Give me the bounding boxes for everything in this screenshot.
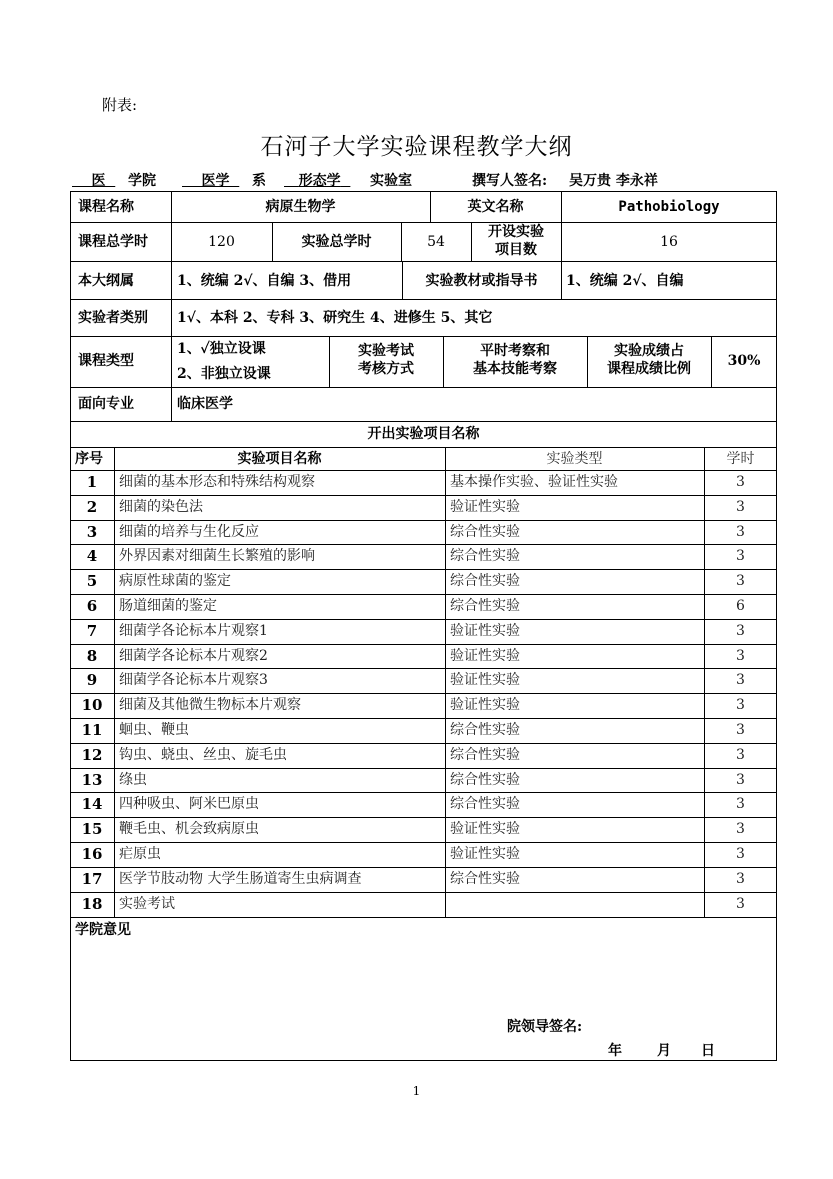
ratio-label-2: 课程成绩比例: [607, 361, 691, 377]
author-label: 撰写人签名:: [472, 173, 548, 189]
assessment-1: 平时考察和: [480, 343, 550, 359]
project-name: 细菌学各论标本片观察2: [119, 648, 268, 664]
project-no: 4: [86, 547, 98, 565]
project-type: 验证性实验: [450, 821, 520, 837]
project-hours: 3: [736, 524, 745, 540]
project-name: 外界因素对细菌生长繁殖的影响: [119, 548, 315, 564]
major: 临床医学: [177, 396, 233, 412]
project-name: 细菌的染色法: [119, 499, 203, 515]
assessment-2: 基本技能考察: [473, 361, 557, 377]
lab-value: 形态学: [298, 173, 341, 189]
project-type: 验证性实验: [450, 623, 520, 639]
project-no: 7: [86, 622, 98, 640]
course-type-label: 课程类型: [78, 353, 134, 369]
header-line: [72, 170, 782, 190]
project-name: 蛔虫、鞭虫: [119, 722, 189, 738]
project-hours: 3: [736, 796, 745, 812]
lab-items: 16: [660, 234, 678, 250]
student-type-label: 实验者类别: [78, 310, 148, 326]
project-hours: 3: [736, 722, 745, 738]
project-hours: 3: [736, 697, 745, 713]
exam-label-2: 考核方式: [358, 361, 414, 377]
department-value: 医学: [201, 173, 230, 189]
lab-items-label-1: 开设实验: [488, 224, 544, 240]
project-name: 细菌的培养与生化反应: [119, 524, 259, 540]
outline-type: 1、统编 2√、自编 3、借用: [177, 273, 352, 289]
student-type: 1√、本科 2、专科 3、研究生 4、进修生 5、其它: [177, 310, 493, 326]
project-no: 14: [81, 795, 103, 813]
lab-suffix: 实验室: [370, 173, 412, 189]
project-hours: 3: [736, 648, 745, 664]
project-no: 8: [86, 647, 98, 665]
ratio: 30%: [727, 353, 761, 369]
projects-title: 开出实验项目名称: [367, 426, 480, 442]
project-no: 18: [81, 895, 103, 913]
college-blank: [72, 170, 115, 190]
project-name: 细菌学各论标本片观察1: [119, 623, 268, 639]
project-type: 综合性实验: [450, 747, 520, 763]
project-type: 基本操作实验、验证性实验: [450, 474, 618, 490]
project-hours: 3: [736, 896, 745, 912]
project-name: 肠道细菌的鉴定: [119, 598, 217, 614]
project-hours: 3: [736, 772, 745, 788]
attachment-label: 附表:: [102, 96, 138, 114]
project-name: 实验考试: [119, 896, 175, 912]
project-no: 6: [86, 597, 98, 615]
project-no: 12: [81, 746, 103, 764]
course-type-2: 2、非独立设课: [177, 366, 271, 382]
course-name-label: 课程名称: [78, 199, 134, 215]
project-name: 医学节肢动物 大学生肠道寄生虫病调查: [119, 871, 362, 887]
department-suffix: 系: [252, 173, 266, 189]
project-type: 综合性实验: [450, 871, 520, 887]
signature-label: 院领导签名:: [507, 1019, 583, 1035]
project-hours: 3: [736, 871, 745, 887]
project-hours: 3: [736, 573, 745, 589]
project-hours: 3: [736, 747, 745, 763]
exam-label-1: 实验考试: [358, 343, 414, 359]
project-no: 2: [86, 498, 98, 516]
author-names: 吴万贵 李永祥: [569, 173, 658, 189]
project-no: 17: [81, 870, 103, 888]
project-type: 综合性实验: [450, 573, 520, 589]
course-type-1: 1、✓独立设课: [177, 341, 266, 357]
project-type: 综合性实验: [450, 598, 520, 614]
lab-hours-label: 实验总学时: [301, 234, 372, 250]
total-hours-label: 课程总学时: [78, 234, 148, 250]
page-number: 1: [412, 1084, 421, 1098]
project-type: 综合性实验: [450, 722, 520, 738]
project-name: 疟原虫: [119, 846, 161, 862]
project-name: 细菌的基本形态和特殊结构观察: [119, 474, 315, 490]
project-hours: 3: [736, 623, 745, 639]
project-hours: 3: [736, 672, 745, 688]
project-type: 验证性实验: [450, 499, 520, 515]
textbook: 1、统编 2√、自编: [566, 273, 684, 289]
project-name: 绦虫: [119, 772, 147, 788]
date-year: 年: [608, 1043, 622, 1059]
project-type: 综合性实验: [450, 524, 520, 540]
total-hours: 120: [208, 234, 235, 250]
col-type-header: 实验类型: [546, 451, 603, 467]
major-label: 面向专业: [78, 396, 134, 412]
project-no: 5: [86, 572, 98, 590]
project-hours: 6: [736, 598, 745, 614]
lab-hours: 54: [427, 234, 445, 250]
project-no: 10: [81, 696, 103, 714]
project-name: 细菌及其他微生物标本片观察: [119, 697, 301, 713]
project-name: 钩虫、蛲虫、丝虫、旋毛虫: [119, 747, 287, 763]
page-title: 石河子大学实验课程教学大纲: [260, 134, 573, 160]
course-name: 病原生物学: [265, 199, 336, 215]
project-hours: 3: [736, 474, 745, 490]
project-hours: 3: [736, 499, 745, 515]
col-name-header: 实验项目名称: [237, 451, 322, 467]
department-blank: [182, 170, 239, 190]
project-no: 15: [81, 820, 103, 838]
opinion-label: 学院意见: [75, 922, 131, 938]
project-type: 验证性实验: [450, 846, 520, 862]
project-type: 验证性实验: [450, 648, 520, 664]
project-hours: 3: [736, 821, 745, 837]
ratio-label-1: 实验成绩占: [614, 343, 684, 359]
project-type: 验证性实验: [450, 697, 520, 713]
college-value: 医: [91, 173, 106, 189]
project-name: 四种吸虫、阿米巴原虫: [119, 796, 259, 812]
project-type: 验证性实验: [450, 672, 520, 688]
project-no: 13: [81, 771, 103, 789]
date-day: 日: [701, 1043, 715, 1059]
project-hours: 3: [736, 548, 745, 564]
english-name-label: 英文名称: [467, 199, 524, 215]
textbook-label: 实验教材或指导书: [425, 273, 538, 289]
lab-blank: [284, 170, 350, 190]
col-hours-header: 学时: [726, 451, 755, 467]
lab-items-label-2: 项目数: [495, 242, 537, 258]
project-no: 1: [86, 473, 98, 491]
project-no: 16: [81, 845, 103, 863]
project-name: 细菌学各论标本片观察3: [119, 672, 268, 688]
date-month: 月: [657, 1043, 671, 1059]
college-suffix: 学院: [128, 173, 156, 189]
project-type: 综合性实验: [450, 772, 520, 788]
project-name: 病原性球菌的鉴定: [119, 573, 231, 589]
col-no-header: 序号: [75, 451, 103, 467]
project-no: 9: [86, 671, 98, 689]
project-no: 11: [81, 721, 103, 739]
project-no: 3: [86, 523, 98, 541]
project-name: 鞭毛虫、机会致病原虫: [119, 821, 259, 837]
project-type: 综合性实验: [450, 548, 520, 564]
project-hours: 3: [736, 846, 745, 862]
english-name: Pathobiology: [618, 199, 720, 215]
project-type: 综合性实验: [450, 796, 520, 812]
outline-type-label: 本大纲属: [78, 273, 134, 289]
